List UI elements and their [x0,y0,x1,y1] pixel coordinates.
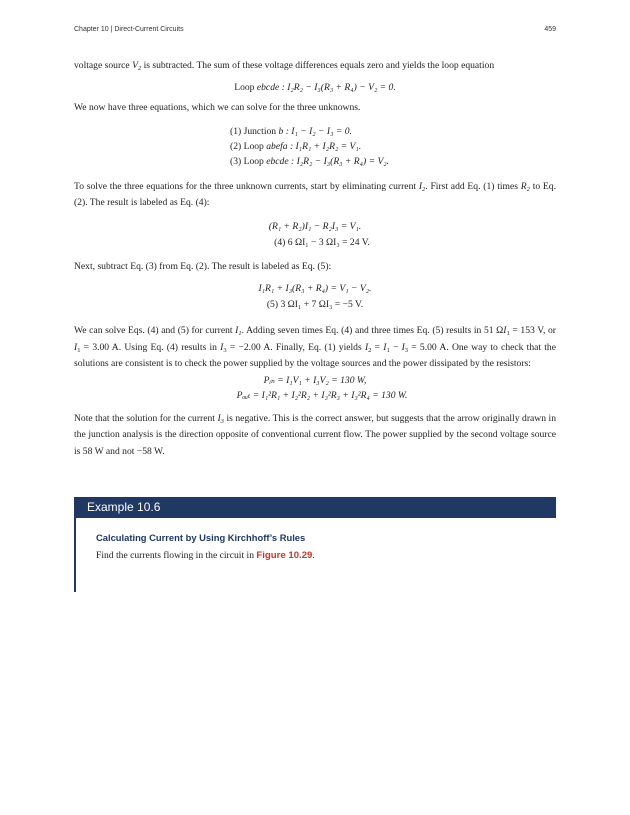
paragraph-solve: We can solve Eqs. (4) and (5) for current $I_1$. Adding seven times Eq. (4) and three times Eq. (5) results in 51 $\Omega I_1 = 153$ V, or $I_1 = 3.00$ A. Using Eq. (4) results in $I_3 = -2.00$ A. Finally, Eq. (1) yields $I_2 = I_1 - I_3 = 5.00$ A. One way to check that the solutions are consistent is to check the power supplied by the voltage sources and the power dissipated by the resistors: [74,325,556,369]
example-text: Find the currents flowing in the circuit in Figure 10.29. [96,550,315,561]
equation-4-block [74,219,556,251]
example-content [74,518,556,592]
example-title: Calculating Current by Using Kirchhoff’s Rules [96,532,306,543]
equation-1: (1) Junction b : I₁ − I₂ − I₃ = 0. [230,126,352,137]
paragraph-note: Note that the solution for the current $I_3$ is negative. This is the correct answer, but suggests that the arrow originally drawn in the junction analysis is the direction opposite of conventional current flow. The power supplied by the second voltage source is 58 W and not −58 W. [74,412,556,457]
example-label: Example 10.6 [74,497,556,518]
math-i1-value: $I_1 = 3.00$ A [74,341,119,354]
chapter-title: Chapter 10 | Direct-Current Circuits [74,26,184,33]
paragraph-three-equations: We now have three equations, which we can solve for the three unknowns. [74,102,361,113]
equation-4a: (R₁ + R₂)I₁ − R₂I₃ = V₁. [268,221,362,232]
page-number: 459 [544,26,556,33]
figure-link[interactable]: Figure 10.29 [256,550,313,561]
page-header [74,26,556,38]
math-eq-51: 51 $\Omega I_1 = 153$ V [483,325,543,337]
equation-2: (2) Loop abefa : I₁R₁ + I₂R₂ = V₁. [230,141,362,152]
equation-power-in: Pᵢₙ = I₁V₁ + I₃V₂ = 130 W, [263,374,367,386]
math-v2: $V_2$ [132,60,142,72]
equation-loop-ebcde: Loop ebcde : I₂R₂ − I₃(R₃ + R₄) − V₂ = 0. [234,82,396,93]
math-i1: $I_1$ [235,325,242,337]
example-box [74,497,556,592]
equation-5-block [74,281,556,313]
math-i2: $I_2$ [418,181,426,193]
power-equations [74,373,556,403]
paragraph-voltage-source [74,58,556,74]
equation-5b: (5) 3 ΩI₁ + 7 ΩI₃ = −5 V. [266,299,364,310]
paragraph-subtract: Next, subtract Eq. (3) from Eq. (2). The result is labeled as Eq. (5): [74,261,332,272]
equation-list [74,124,556,169]
math-i3-value: $I_3 = -2.00$ A [220,341,271,354]
math-r2: $R_2$ [520,181,530,193]
text: is subtracted. The sum of these voltage differences equals zero and yields the loop equation [141,60,495,71]
paragraph-eliminate-i2: To solve the three equations for the three unknown currents, start by eliminating current $I_2$. First add Eq. (1) times $R_2$ to Eq. (2). The result is labeled as Eq. (4): [74,181,556,208]
equation-5a: I₁R₁ + I₃(R₃ + R₄) = V₁ − V₂. [258,283,372,294]
page-body [74,58,556,460]
equation-4b: (4) 6 ΩI₁ − 3 ΩI₃ = 24 V. [274,237,370,248]
equation-3: (3) Loop ebcde : I₂R₂ − I₃(R₃ + R₄) = V₂. [230,156,390,167]
math-i3: $I_3$ [217,412,224,425]
equation-power-out: Pₒᵤₜ = I₁²R₁ + I₂²R₂ + I₃²R₃ + I₃²R₄ = 130 W. [236,389,408,401]
math-i2-value: $I_2 = I_1 - I_3 = 5.00$ A [364,341,447,354]
text: voltage source [74,60,133,71]
